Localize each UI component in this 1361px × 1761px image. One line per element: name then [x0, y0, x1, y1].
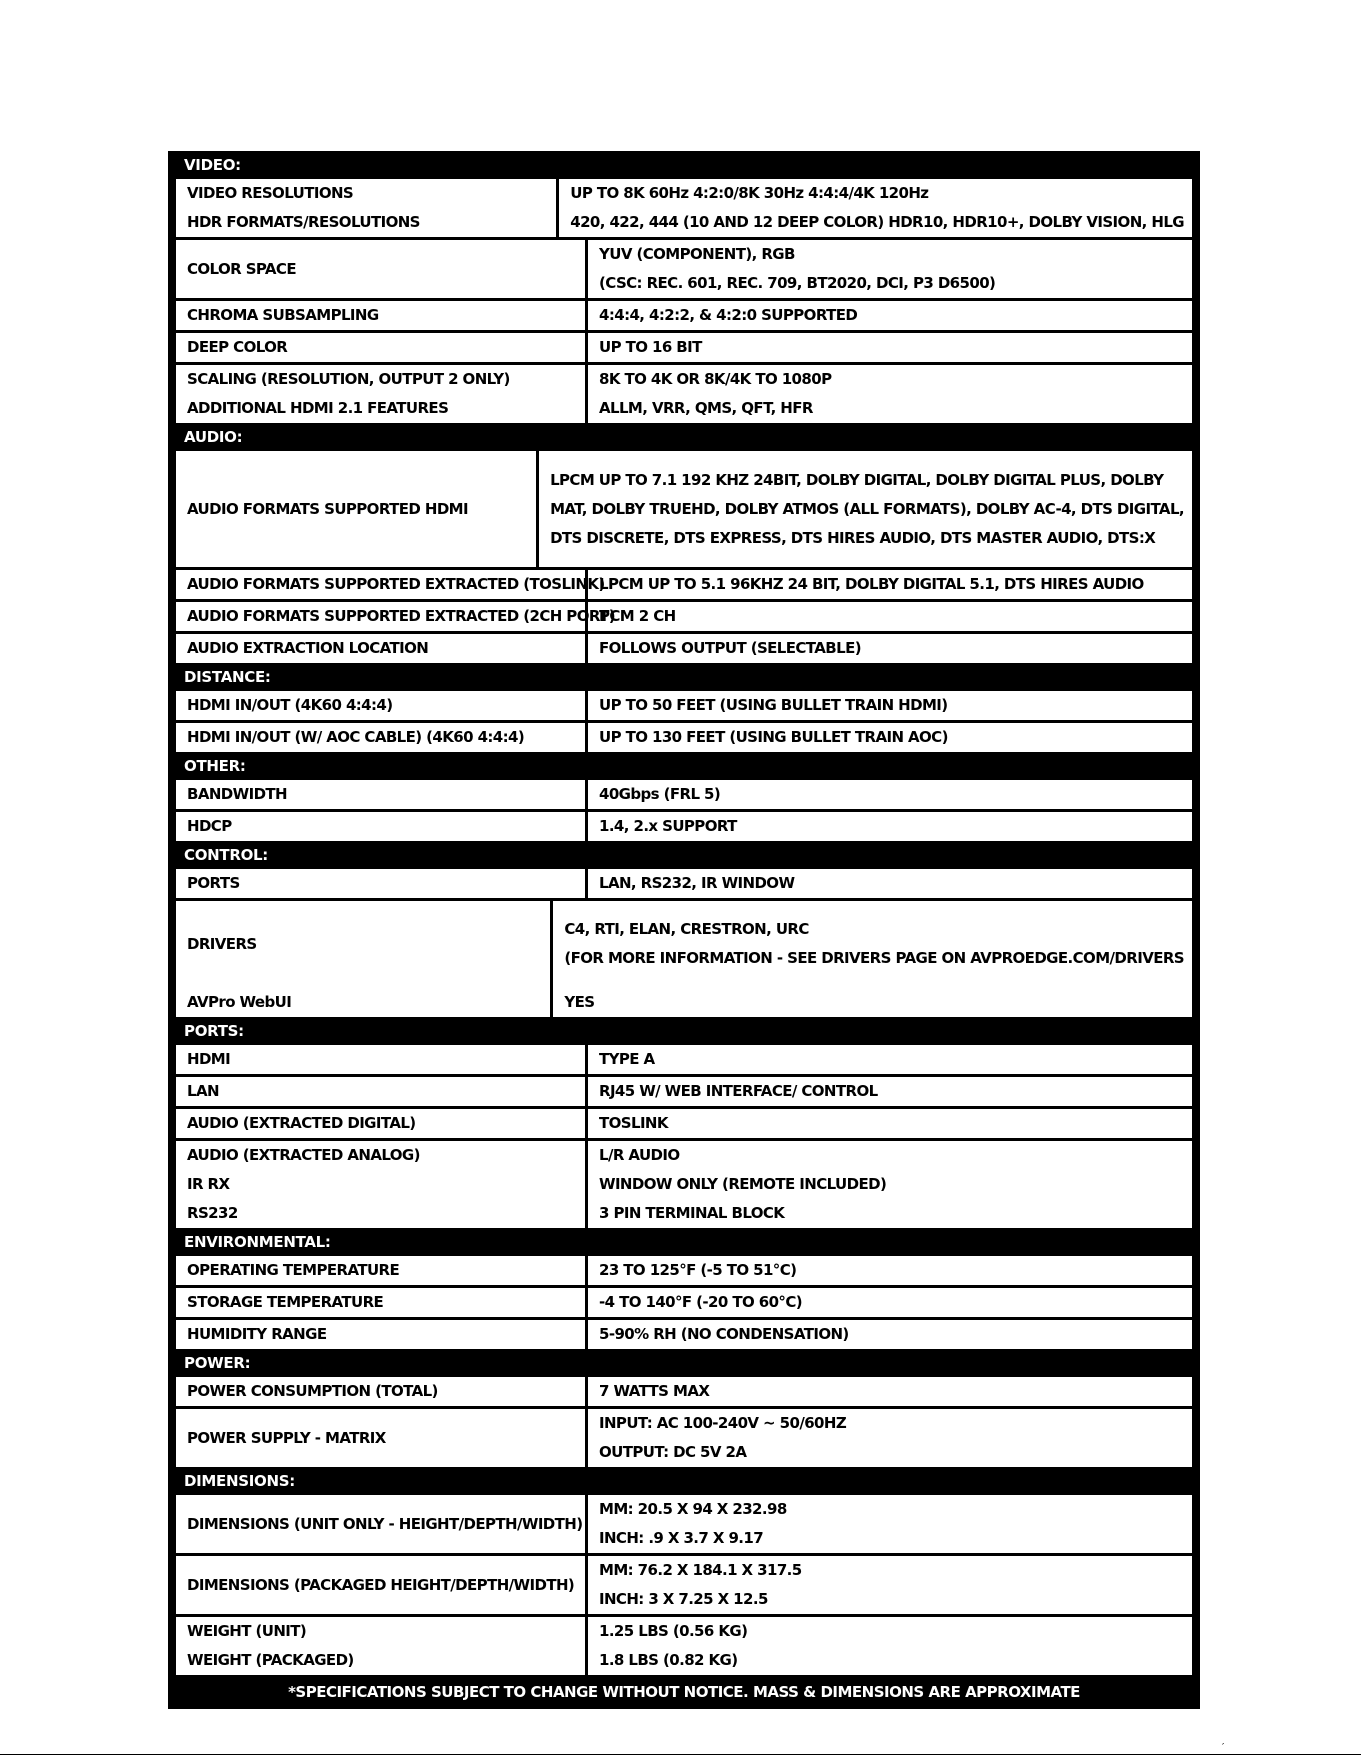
spec-value: 8K TO 4K OR 8K/4K TO 1080P [599, 370, 832, 388]
spec-value: MM: 76.2 X 184.1 X 317.5 [599, 1561, 802, 1579]
spec-value: 1.25 LBS (0.56 KG) [599, 1622, 748, 1640]
spec-label: OPERATING TEMPERATURE [187, 1261, 400, 1279]
spec-label: DIMENSIONS (UNIT ONLY - HEIGHT/DEPTH/WIDTH) [187, 1514, 583, 1533]
section-header: CONTROL: [184, 846, 269, 864]
spec-row [176, 333, 1192, 362]
spec-row [176, 365, 1192, 423]
spec-value-cell [588, 634, 1192, 663]
section-header: PORTS: [184, 1022, 244, 1040]
spec-label-cell [176, 1141, 588, 1228]
spec-value-cell [588, 1377, 1192, 1406]
spec-label-cell [176, 1288, 588, 1317]
spec-value-cell [588, 1045, 1192, 1074]
spec-value: INCH: .9 X 3.7 X 9.17 [599, 1529, 764, 1547]
page-bottom-rule [0, 1754, 1361, 1755]
spec-label: COLOR SPACE [187, 259, 296, 278]
spec-label: DRIVERS [187, 935, 257, 953]
spec-label-cell [176, 365, 588, 423]
spec-value-cell [588, 1256, 1192, 1285]
spec-label: AUDIO FORMATS SUPPORTED HDMI [187, 499, 468, 518]
spec-label: ADDITIONAL HDMI 2.1 FEATURES [187, 399, 449, 417]
section-body [176, 451, 1192, 663]
spec-label-cell [176, 1320, 588, 1349]
spec-row [176, 901, 1192, 1017]
spec-label: AUDIO (EXTRACTED ANALOG) [187, 1146, 420, 1164]
spec-value: LAN, RS232, IR WINDOW [599, 874, 795, 892]
spec-value-cell [559, 179, 1192, 237]
section-header: OTHER: [184, 757, 246, 775]
spec-value-cell [588, 301, 1192, 330]
spec-label: DEEP COLOR [187, 338, 288, 356]
spec-row [176, 1077, 1192, 1106]
spec-value: UP TO 50 FEET (USING BULLET TRAIN HDMI) [599, 696, 948, 714]
spec-value-cell [539, 451, 1192, 567]
spec-row [176, 1045, 1192, 1074]
spec-value: FOLLOWS OUTPUT (SELECTABLE) [599, 639, 861, 657]
spec-value-cell [588, 812, 1192, 841]
spec-value-cell [588, 602, 1192, 631]
spec-label: POWER SUPPLY - MATRIX [187, 1428, 386, 1447]
section-body [176, 179, 1192, 423]
spec-value-cell [588, 1141, 1192, 1228]
spec-value: PCM 2 CH [599, 607, 676, 625]
spec-label: HDMI IN/OUT (W/ AOC CABLE) (4K60 4:4:4) [187, 728, 525, 746]
spec-label: AUDIO FORMATS SUPPORTED EXTRACTED (TOSLINK) [187, 575, 605, 593]
spec-label: HUMIDITY RANGE [187, 1325, 327, 1343]
spec-label-cell [176, 1556, 588, 1614]
spec-value: MM: 20.5 X 94 X 232.98 [599, 1500, 787, 1518]
spec-value: TOSLINK [599, 1114, 668, 1132]
spec-row [176, 570, 1192, 599]
spec-label: AUDIO FORMATS SUPPORTED EXTRACTED (2CH PORT) [187, 607, 616, 625]
spec-value-cell [553, 901, 1192, 1017]
spec-label: PORTS [187, 874, 240, 892]
section-header: DIMENSIONS: [184, 1472, 295, 1490]
spec-value-cell [588, 691, 1192, 720]
spec-label: AUDIO EXTRACTION LOCATION [187, 639, 429, 657]
spec-label-cell [176, 451, 539, 567]
spec-value: UP TO 16 BIT [599, 338, 702, 356]
section-header: AUDIO: [184, 428, 243, 446]
spec-label: POWER CONSUMPTION (TOTAL) [187, 1382, 438, 1400]
section-header: POWER: [184, 1354, 251, 1372]
spec-row [176, 301, 1192, 330]
spec-value-cell [588, 1288, 1192, 1317]
spec-value: 420, 422, 444 (10 AND 12 DEEP COLOR) HDR10, HDR10+, DOLBY VISION, HLG [570, 213, 1184, 231]
spec-label-cell [176, 179, 559, 237]
spec-value-cell [588, 1617, 1192, 1675]
corner-mark: ′ [1222, 1742, 1225, 1753]
spec-label: LAN [187, 1082, 219, 1100]
spec-value: LPCM UP TO 7.1 192 KHZ 24BIT, DOLBY DIGITAL, DOLBY DIGITAL PLUS, DOLBY [550, 470, 1164, 489]
spec-row [176, 240, 1192, 298]
spec-label: DIMENSIONS (PACKAGED HEIGHT/DEPTH/WIDTH) [187, 1575, 575, 1594]
spec-value: 1.8 LBS (0.82 KG) [599, 1651, 738, 1669]
spec-value: 1.4, 2.x SUPPORT [599, 817, 737, 835]
spec-value-cell [588, 780, 1192, 809]
spec-label: WEIGHT (UNIT) [187, 1622, 307, 1640]
spec-value: (CSC: REC. 601, REC. 709, BT2020, DCI, P3 D6500) [599, 274, 996, 292]
spec-row [176, 451, 1192, 567]
spec-row [176, 780, 1192, 809]
spec-label: VIDEO RESOLUTIONS [187, 184, 354, 202]
spec-label: IR RX [187, 1175, 230, 1193]
spec-row [176, 1141, 1192, 1228]
spec-value: WINDOW ONLY (REMOTE INCLUDED) [599, 1175, 887, 1193]
spec-label: BANDWIDTH [187, 785, 288, 803]
spec-label-cell [176, 1377, 588, 1406]
spec-label: AVPro WebUI [187, 993, 292, 1011]
spec-value: UP TO 8K 60Hz 4:2:0/8K 30Hz 4:4:4/4K 120Hz [570, 184, 929, 202]
spec-value-cell [588, 1109, 1192, 1138]
section-header: DISTANCE: [184, 668, 271, 686]
spec-row [176, 634, 1192, 663]
spec-value-cell [588, 1409, 1192, 1467]
section-body [176, 1256, 1192, 1349]
spec-value-cell [588, 723, 1192, 752]
spec-sheet [168, 151, 1200, 1709]
spec-value: INCH: 3 X 7.25 X 12.5 [599, 1590, 768, 1608]
spec-value: YUV (COMPONENT), RGB [599, 245, 795, 263]
spec-value-cell [588, 1077, 1192, 1106]
spec-value: RJ45 W/ WEB INTERFACE/ CONTROL [599, 1082, 878, 1100]
spec-value-cell [588, 1556, 1192, 1614]
spec-label: HDR FORMATS/RESOLUTIONS [187, 213, 420, 231]
spec-label: CHROMA SUBSAMPLING [187, 306, 379, 324]
spec-label-cell [176, 1256, 588, 1285]
spec-label-cell [176, 1077, 588, 1106]
section-body [176, 780, 1192, 841]
spec-value: 23 TO 125°F (-5 TO 51°C) [599, 1261, 797, 1279]
spec-label-cell [176, 634, 588, 663]
spec-value-group-top [564, 915, 1184, 973]
spec-row [176, 723, 1192, 752]
spec-value: 4:4:4, 4:2:2, & 4:2:0 SUPPORTED [599, 306, 858, 324]
spec-row [176, 1556, 1192, 1614]
spec-label-cell [176, 333, 588, 362]
spec-value: MAT, DOLBY TRUEHD, DOLBY ATMOS (ALL FORMATS), DOLBY AC-4, DTS DIGITAL, [550, 499, 1184, 518]
spec-label-cell [176, 1495, 588, 1553]
spec-value: YES [564, 993, 595, 1011]
spec-value-cell [588, 240, 1192, 298]
section-body [176, 691, 1192, 752]
spec-row [176, 869, 1192, 898]
spec-label-cell [176, 1045, 588, 1074]
section-header: VIDEO: [184, 156, 241, 174]
spec-row [176, 691, 1192, 720]
spec-value: 40Gbps (FRL 5) [599, 785, 721, 803]
spec-value: -4 TO 140°F (-20 TO 60°C) [599, 1293, 802, 1311]
spec-value: INPUT: AC 100-240V ~ 50/60HZ [599, 1414, 847, 1432]
section-body [176, 1045, 1192, 1228]
spec-row [176, 602, 1192, 631]
spec-label: SCALING (RESOLUTION, OUTPUT 2 ONLY) [187, 370, 510, 388]
spec-label-cell [176, 1109, 588, 1138]
spec-value-cell [588, 1320, 1192, 1349]
spec-value: 7 WATTS MAX [599, 1382, 710, 1400]
spec-sections [168, 151, 1200, 1675]
spec-label-cell [176, 812, 588, 841]
spec-value: L/R AUDIO [599, 1146, 680, 1164]
spec-row [176, 1109, 1192, 1138]
spec-value: UP TO 130 FEET (USING BULLET TRAIN AOC) [599, 728, 948, 746]
section-body [176, 869, 1192, 1017]
spec-label-cell [176, 780, 588, 809]
spec-label-cell [176, 570, 605, 599]
spec-row [176, 812, 1192, 841]
spec-label-cell [176, 240, 588, 298]
spec-label-cell [176, 901, 553, 1017]
spec-value: TYPE A [599, 1050, 655, 1068]
spec-label-cell [176, 723, 588, 752]
spec-label: STORAGE TEMPERATURE [187, 1293, 384, 1311]
spec-value: 5-90% RH (NO CONDENSATION) [599, 1325, 849, 1343]
spec-value-cell [588, 570, 1192, 599]
spec-label-cell [176, 1409, 588, 1467]
spec-row [176, 1288, 1192, 1317]
spec-label: HDMI [187, 1050, 231, 1068]
spec-value: (FOR MORE INFORMATION - SEE DRIVERS PAGE ON AVPROEDGE.COM/DRIVERS [564, 949, 1184, 967]
spec-value-cell [588, 365, 1192, 423]
spec-row [176, 1256, 1192, 1285]
spec-value: OUTPUT: DC 5V 2A [599, 1443, 747, 1461]
spec-row [176, 1320, 1192, 1349]
spec-label-cell [176, 301, 588, 330]
spec-value: DTS DISCRETE, DTS EXPRESS, DTS HIRES AUDIO, DTS MASTER AUDIO, DTS:X [550, 528, 1156, 547]
spec-label-cell [176, 691, 588, 720]
spec-label: WEIGHT (PACKAGED) [187, 1651, 354, 1669]
spec-label: AUDIO (EXTRACTED DIGITAL) [187, 1114, 416, 1132]
spec-value: C4, RTI, ELAN, CRESTRON, URC [564, 920, 809, 938]
spec-row [176, 1495, 1192, 1553]
spec-row [176, 179, 1192, 237]
spec-value: ALLM, VRR, QMS, QFT, HFR [599, 399, 813, 417]
spec-label: RS232 [187, 1204, 238, 1222]
spec-value: 3 PIN TERMINAL BLOCK [599, 1204, 785, 1222]
spec-row [176, 1377, 1192, 1406]
spec-label-cell [176, 869, 588, 898]
spec-value-cell [588, 1495, 1192, 1553]
section-body [176, 1377, 1192, 1467]
spec-value: LPCM UP TO 5.1 96KHZ 24 BIT, DOLBY DIGITAL 5.1, DTS HIRES AUDIO [599, 575, 1144, 593]
spec-label: HDCP [187, 817, 232, 835]
spec-value-cell [588, 333, 1192, 362]
section-body [176, 1495, 1192, 1675]
spec-label-cell [176, 602, 616, 631]
spec-value-cell [588, 869, 1192, 898]
spec-row [176, 1409, 1192, 1467]
section-header: ENVIRONMENTAL: [184, 1233, 331, 1251]
footnote: *SPECIFICATIONS SUBJECT TO CHANGE WITHOUT NOTICE. MASS & DIMENSIONS ARE APPROXIMATE [288, 1683, 1080, 1701]
spec-label-cell [176, 1617, 588, 1675]
spec-row [176, 1617, 1192, 1675]
spec-label: HDMI IN/OUT (4K60 4:4:4) [187, 696, 393, 714]
